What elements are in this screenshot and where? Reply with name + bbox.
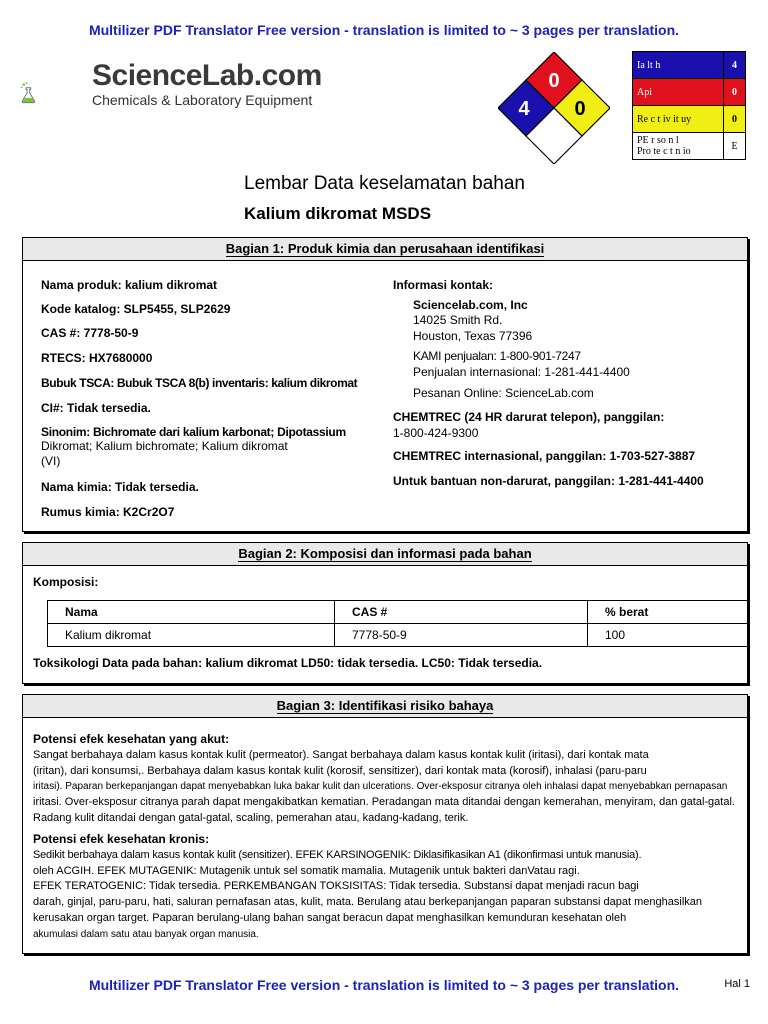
logo-science: Science bbox=[92, 59, 202, 92]
acute-line: iritasi). Paparan berkepanjangan dapat menyebabkan luka bakar kulit dan ulcerations. Over-eksposur citranya oleh inhalasi dapat menyebabkan pernapasan bbox=[33, 781, 728, 792]
hmis-label: Re c t iv it uy bbox=[633, 106, 724, 133]
cas-number: CAS #: 7778-50-9 bbox=[41, 326, 139, 340]
tsca: Bubuk TSCA: Bubuk TSCA 8(b) inventaris: kalium dikromat bbox=[41, 376, 358, 390]
acute-line: Sangat berbahaya dalam kasus kontak kulit (permeator). Sangat berbahaya dalam kasus kontak kulit (iritasi), dari kontak mata bbox=[33, 749, 649, 761]
chronic-line: kerusakan organ target. Paparan berulang-ulang bahan sangat beracun dapat menghasilkan kemunduran kesehatan oleh bbox=[33, 912, 627, 924]
acute-line: (iritan), dari konsumsi,. Berbahaya dalam kasus kontak kulit (korosif, sensitizer), dari kontak mata (korosif), inhalasi (paru-paru bbox=[33, 765, 647, 777]
rtecs: RTECS: HX7680000 bbox=[41, 351, 153, 365]
section-heading-text: Bagian 1: Produk kimia dan perusahaan identifikasi bbox=[225, 241, 545, 256]
document-title: Lembar Data keselamatan bahan bbox=[244, 173, 525, 194]
hmis-label: PE r so n l Pro te c t n io bbox=[633, 133, 724, 160]
intl-sales-phone: Penjualan internasional: 1-281-441-4400 bbox=[413, 365, 630, 379]
us-sales-phone: KAMI penjualan: 1-800-901-7247 bbox=[413, 349, 581, 363]
section-heading bbox=[23, 543, 747, 566]
acute-line: Radang kulit ditandai dengan gatal-gatal, scaling, pemerahan atau, kadang-kadang, terik. bbox=[33, 812, 469, 824]
chemtrec-phone: 1-800-424-9300 bbox=[393, 426, 479, 440]
hmis-label: Api bbox=[633, 79, 724, 106]
logo-tagline: Chemicals & Laboratory Equipment bbox=[92, 92, 313, 108]
acute-effects-heading: Potensi efek kesehatan yang akut: bbox=[33, 732, 230, 746]
product-name: Nama produk: kalium dikromat bbox=[41, 278, 218, 292]
table-cell: 7778-50-9 bbox=[335, 624, 588, 647]
section-3 bbox=[22, 694, 748, 954]
synonym: Sinonim: Bichromate dari kalium karbonat; Dipotassium bbox=[41, 425, 346, 439]
chronic-line: EFEK TERATOGENIC: Tidak tersedia. PERKEMBANGAN TOKSISITAS: Tidak tersedia. Substansi dapat menjadi racun bagi bbox=[33, 880, 639, 892]
contact-label: Informasi kontak: bbox=[393, 278, 494, 292]
online-orders: Pesanan Online: ScienceLab.com bbox=[413, 386, 594, 400]
hmis-row-health bbox=[633, 52, 746, 79]
acute-line: iritasi. Over-eksposur citranya parah dapat mengakibatkan kematian. Peradangan mata ditandai dengan kemerahan, menyiram, dan gatal-gatal. bbox=[33, 796, 735, 808]
hmis-value: 0 bbox=[724, 79, 746, 106]
section-heading-text: Bagian 2: Komposisi dan informasi pada bahan bbox=[238, 546, 532, 561]
translator-banner-top: Multilizer PDF Translator Free version - translation is limited to ~ 3 pages per translation. bbox=[88, 22, 680, 38]
hmis-row-fire bbox=[633, 79, 746, 106]
non-emergency-phone: Untuk bantuan non-darurat, panggilan: 1-281-441-4400 bbox=[393, 474, 704, 488]
nfpa-fire-value: 0 bbox=[548, 70, 560, 92]
synonym-line-2: Dikromat; Kalium bichromate; Kalium dikromat bbox=[41, 439, 288, 453]
logo-wordmark bbox=[92, 60, 322, 92]
column-header: % berat bbox=[588, 601, 749, 624]
hmis-row-reactivity bbox=[633, 106, 746, 133]
document-subtitle: Kalium dikromat MSDS bbox=[244, 204, 432, 223]
section-heading bbox=[23, 695, 747, 718]
nfpa-diamond bbox=[498, 52, 610, 164]
hmis-value: 4 bbox=[724, 52, 746, 79]
section-heading-text: Bagian 3: Identifikasi risiko bahaya bbox=[276, 698, 494, 713]
address-line-1: 14025 Smith Rd. bbox=[413, 313, 503, 327]
hmis-label: Ia lt h bbox=[633, 52, 724, 79]
nfpa-reactivity-value: 0 bbox=[574, 98, 586, 120]
nfpa-health-value: 4 bbox=[518, 98, 530, 120]
logo-com: .com bbox=[253, 59, 322, 92]
synonym-line-3: (VI) bbox=[41, 454, 61, 468]
hmis-row-protection bbox=[633, 133, 746, 160]
table-row bbox=[48, 624, 749, 647]
logo-lab: Lab bbox=[201, 59, 254, 92]
translator-banner-bottom: Multilizer PDF Translator Free version - translation is limited to ~ 3 pages per translation. bbox=[88, 977, 680, 993]
sciencelab-logo bbox=[92, 60, 322, 108]
chemical-formula: Rumus kimia: K2Cr2O7 bbox=[41, 505, 175, 519]
page-number: Hal 1 bbox=[724, 978, 750, 990]
chronic-line: akumulasi dalam satu atau banyak organ manusia. bbox=[33, 929, 259, 940]
hmis-value: 0 bbox=[724, 106, 746, 133]
address-line-2: Houston, Texas 77396 bbox=[413, 329, 533, 343]
ci-number: CI#: Tidak tersedia. bbox=[41, 401, 151, 415]
chronic-line: oleh ACGIH. EFEK MUTAGENIK: Mutagenik untuk sel somatik mamalia. Mutagenik untuk bakteri danVatau ragi. bbox=[33, 865, 580, 877]
company-name: Sciencelab.com, Inc bbox=[413, 298, 528, 312]
chemtrec-label: CHEMTREC (24 HR darurat telepon), panggilan: bbox=[393, 410, 665, 424]
hmis-value: E bbox=[724, 133, 746, 160]
composition-label: Komposisi: bbox=[33, 575, 99, 589]
chemtrec-intl: CHEMTREC internasional, panggilan: 1-703-527-3887 bbox=[393, 449, 696, 463]
chronic-line: Sedikit berbahaya dalam kasus kontak kulit (sensitizer). EFEK KARSINOGENIK: Diklasifikasikan A1 (dikonfirmasi untuk manusia). bbox=[33, 849, 642, 861]
column-header: Nama bbox=[48, 601, 335, 624]
toxicology-data: Toksikologi Data pada bahan: kalium dikromat LD50: tidak tersedia. LC50: Tidak tersedia. bbox=[33, 656, 543, 670]
chronic-line: darah, ginjal, paru-paru, hati, saluran pernafasan atas, kulit, mata. Berulang atau berkepanjangan paparan substansi dapat menghasilkan bbox=[33, 896, 702, 908]
section-2 bbox=[22, 542, 748, 684]
flask-logo-icon bbox=[18, 52, 98, 132]
catalog-code: Kode katalog: SLP5455, SLP2629 bbox=[41, 302, 231, 316]
section-heading bbox=[23, 238, 747, 261]
table-header-row bbox=[48, 601, 749, 624]
chronic-effects-heading: Potensi efek kesehatan kronis: bbox=[33, 832, 210, 846]
table-cell: 100 bbox=[588, 624, 749, 647]
table-cell: Kalium dikromat bbox=[48, 624, 335, 647]
composition-table bbox=[47, 600, 749, 647]
chemical-name: Nama kimia: Tidak tersedia. bbox=[41, 480, 199, 494]
hmis-rating-table bbox=[632, 51, 746, 160]
section-1 bbox=[22, 237, 748, 532]
column-header: CAS # bbox=[335, 601, 588, 624]
